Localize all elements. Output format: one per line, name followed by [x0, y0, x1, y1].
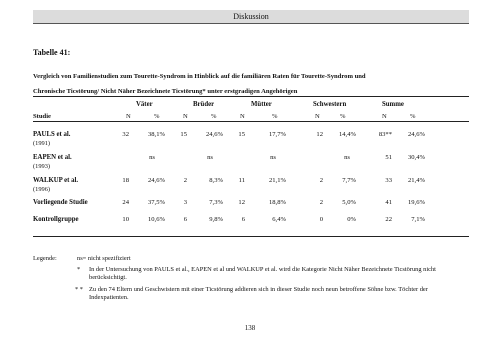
cell-vaeter-n: 32 — [122, 131, 129, 138]
column-header-n: N — [315, 113, 320, 120]
cell-vaeter-pct: 24,6% — [147, 177, 165, 184]
cell-summe-pct: 30,4% — [407, 154, 425, 161]
column-header-n: N — [126, 113, 131, 120]
section-title: Diskussion — [233, 12, 269, 21]
table-row — [0, 131, 500, 151]
cell-schwestern-n: 2 — [319, 199, 323, 206]
cell-summe-pct: 21,4% — [407, 177, 425, 184]
cell-muetter-n: 11 — [238, 177, 245, 184]
page-number: 138 — [244, 324, 256, 332]
table-row — [0, 216, 500, 236]
column-header-pct: % — [340, 113, 346, 120]
cell-schwestern-n: 12 — [316, 131, 323, 138]
study-name: PAULS et al. — [33, 131, 71, 138]
cell-schwestern-pct: ns — [344, 154, 350, 161]
table-top-rule — [33, 96, 469, 97]
group-header-vaeter: Väter — [136, 101, 153, 108]
table-bottom-rule — [33, 236, 469, 237]
column-header-n: N — [183, 113, 188, 120]
column-header-n: N — [240, 113, 245, 120]
cell-brueder-n: 3 — [183, 199, 187, 206]
cell-summe-n: 83** — [378, 131, 392, 138]
table-label: Tabelle 41: — [33, 48, 71, 57]
cell-schwestern-n: 2 — [319, 177, 323, 184]
cell-summe-n: 51 — [385, 154, 392, 161]
cell-summe-pct: 19,6% — [407, 199, 425, 206]
cell-schwestern-pct: 7,7% — [342, 177, 356, 184]
cell-schwestern-pct: 5,0% — [342, 199, 356, 206]
column-header-pct: % — [272, 113, 278, 120]
cell-brueder-pct: 8,3% — [209, 177, 223, 184]
group-header-brueder: Brüder — [193, 101, 215, 108]
footnote-text: In der Untersuchung von PAULS et al., EAPEN et al und WALKUP et al. wird die Kategorie Nicht Näher Bezeichnete Ticstörung nicht berücksichtigt. — [89, 266, 436, 281]
page-header — [33, 10, 469, 24]
cell-schwestern-n: 0 — [319, 216, 323, 223]
column-header-study: Studie — [33, 113, 51, 120]
cell-vaeter-n: 18 — [122, 177, 129, 184]
column-header-pct: % — [154, 113, 160, 120]
cell-vaeter-pct: 37,5% — [147, 199, 165, 206]
header-bottom-rule — [33, 121, 469, 122]
table-row — [0, 177, 500, 197]
cell-summe-n: 22 — [385, 216, 392, 223]
footnote-text: Zu den 74 Eltern und Geschwistern mit einer Ticstörung addieren sich in dieser Studie noch neun betroffene Söhne bzw. Töchter der Indexpatienten. — [89, 286, 428, 301]
footnote-mark: * — [77, 266, 81, 273]
cell-vaeter-pct: 38,1% — [147, 131, 165, 138]
cell-brueder-pct: ns — [207, 154, 213, 161]
cell-muetter-n: 6 — [241, 216, 245, 223]
group-header-summe: Summe — [382, 101, 404, 108]
cell-summe-pct: 24,6% — [407, 131, 425, 138]
table-caption — [33, 69, 473, 99]
cell-muetter-n: 12 — [238, 199, 245, 206]
cell-muetter-pct: 6,4% — [272, 216, 286, 223]
study-name: WALKUP et al. — [33, 177, 79, 184]
study-year: (1991) — [33, 140, 51, 147]
cell-brueder-n: 6 — [183, 216, 187, 223]
cell-brueder-pct: 9,8% — [209, 216, 223, 223]
cell-brueder-pct: 7,3% — [209, 199, 223, 206]
cell-summe-n: 33 — [385, 177, 392, 184]
cell-muetter-pct: ns — [270, 154, 276, 161]
group-header-muetter: Mütter — [251, 101, 272, 108]
caption-line-2: Chronische Ticstörung/ Nicht Näher Bezeichnete Ticstörung* unter erstgradigen Angehörigen — [33, 88, 298, 95]
column-header-pct: % — [211, 113, 217, 120]
legend-ns: ns= nicht spezifiziert — [77, 255, 131, 262]
table-row — [0, 154, 500, 174]
group-header-schwestern: Schwestern — [313, 101, 347, 108]
cell-brueder-pct: 24,6% — [205, 131, 223, 138]
cell-vaeter-pct: ns — [149, 154, 155, 161]
caption-line-1: Vergleich von Familienstudien zum Tourette-Syndrom in Hinblick auf die familiären Raten für Tourette-Syndrom und — [33, 73, 366, 80]
cell-muetter-pct: 21,1% — [268, 177, 286, 184]
cell-vaeter-n: 24 — [122, 199, 129, 206]
column-header-pct: % — [410, 113, 416, 120]
cell-muetter-pct: 18,8% — [268, 199, 286, 206]
study-year: (1993) — [33, 163, 51, 170]
study-name: Vorliegende Studie — [33, 199, 88, 206]
study-name: EAPEN et al. — [33, 154, 72, 161]
cell-summe-n: 41 — [385, 199, 392, 206]
footnote-mark: * * — [75, 286, 83, 293]
study-name: Kontrollgruppe — [33, 216, 79, 223]
legend-label: Legende: — [33, 255, 57, 262]
cell-muetter-n: 15 — [238, 131, 245, 138]
cell-muetter-pct: 17,7% — [268, 131, 286, 138]
column-header-n: N — [382, 113, 387, 120]
cell-schwestern-pct: 0% — [347, 216, 356, 223]
study-year: (1996) — [33, 186, 51, 193]
cell-summe-pct: 7,1% — [411, 216, 425, 223]
cell-vaeter-pct: 10,6% — [147, 216, 165, 223]
cell-brueder-n: 15 — [180, 131, 187, 138]
cell-vaeter-n: 10 — [122, 216, 129, 223]
cell-schwestern-pct: 14,4% — [338, 131, 356, 138]
cell-brueder-n: 2 — [183, 177, 187, 184]
